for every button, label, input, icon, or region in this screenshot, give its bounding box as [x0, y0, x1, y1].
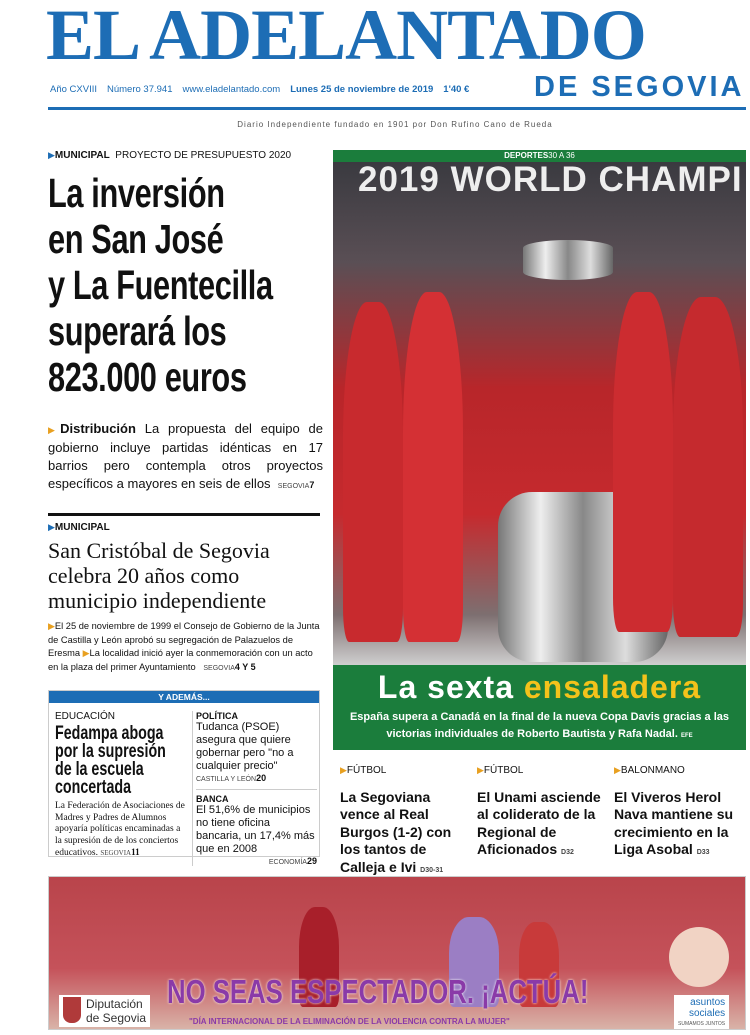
issue-info	[50, 84, 469, 96]
lead-headline[interactable]	[48, 170, 333, 400]
second-text1: El 25 de noviembre de 1999 el Consejo de Gobierno de la Junta de Castilla y León aprobó su segregación de Palazuelos de Eresma	[48, 621, 320, 658]
item-section: EDUCACIÓN	[55, 711, 116, 722]
photo-banner: 2019 WORLD CHAMPI	[358, 162, 743, 199]
lead-kicker	[48, 150, 291, 161]
tagline: Diario Independiente fundado en 1901 por Don Rufino Cano de Rueda	[237, 120, 553, 129]
story-headline: El Unami asciende al coliderato de la Regional de Aficionados	[477, 788, 601, 857]
ad-subtitle: "DÍA INTERNACIONAL DE LA ELIMINACIÓN DE LA VIOLENCIA CONTRA LA MUJER"	[189, 1017, 510, 1026]
second-section: MUNICIPAL	[54, 522, 110, 533]
page-ref: D32	[561, 849, 574, 856]
second-kicker	[48, 522, 110, 533]
item-headline: Tudanca (PSOE) asegura que quiere gobernar pero "no a cualquier precio"	[196, 721, 294, 772]
player	[673, 297, 743, 637]
lead-summary	[48, 420, 323, 496]
sports-headline-box[interactable]	[333, 665, 746, 750]
ademas-right	[192, 711, 317, 866]
issue-date: Lunes 25 de noviembre de 2019	[290, 84, 434, 95]
page-ref: SEGOVIA4 Y 5	[203, 661, 256, 672]
second-text2: La localidad inició ayer la conmemoración con un acto en la plaza del primer Ayuntamiento	[48, 648, 313, 672]
story-section: FÚTBOL	[346, 765, 387, 776]
headline-line: 823.000 euros	[48, 354, 247, 400]
ademas-title: Y ADEMÁS...	[49, 691, 319, 703]
page-ref: D33	[696, 849, 710, 856]
asuntos-sociales-logo: asuntos sociales SUMAMOS JUNTOS	[674, 995, 729, 1030]
sports-story[interactable]: ▶FÚTBOL El Unami asciende al coliderato de la Regional de Aficionados D32	[477, 765, 601, 857]
advertisement-banner[interactable]	[48, 876, 746, 1030]
sports-pages: 30 A 36	[548, 151, 575, 160]
masthead-subtitle: DE SEGOVIA	[534, 71, 745, 103]
ademas-item[interactable]	[196, 711, 317, 783]
lead-topic: PROYECTO DE PRESUPUESTO 2020	[115, 150, 292, 161]
section-divider	[48, 513, 320, 516]
item-headline: El 51,6% de municipios no tiene oficina bancaria, un 17,4% más que en 2008	[196, 804, 315, 855]
story-headline: La Segoviana vence al Real Burgos (1-2) con los tantos de Calleja e Ivi	[340, 788, 452, 875]
illustrated-figure	[669, 927, 729, 987]
item-section: POLÍTICA	[196, 711, 238, 721]
item-headline: Fedampa aboga por la supresión de la escuela concertada	[55, 723, 166, 798]
issue-year: Año CXVIII	[50, 84, 97, 95]
story-headline: El Viveros Herol Nava mantiene su crecimiento en la Liga Asobal	[614, 788, 734, 857]
player	[613, 292, 673, 632]
ademas-box	[48, 690, 320, 866]
second-summary: ▶El 25 de noviembre de 1999 el Consejo de Gobierno de la Junta de Castilla y León aprobó su segregación de Palazuelos de Eresma ▶La localidad inició ayer la conmemoración con un acto en la plaza del primer Ayuntamiento SEGOVIA4 Y 5	[48, 621, 320, 672]
item-text: La Federación de Asociaciones de Madres y Padres de Alumnos apoyaría políticas encaminadas a la supresión de de los conciertos educativos. SEGOVIA11	[55, 801, 185, 858]
sports-headline: La sexta ensaladera	[377, 669, 702, 705]
page-ref: ECONOMÍA29	[268, 856, 317, 866]
ademas-item[interactable]	[55, 711, 185, 860]
coat-of-arms-icon	[63, 997, 81, 1023]
ademas-item[interactable]	[196, 789, 317, 866]
page-ref: SEGOVIA7	[277, 480, 315, 490]
page-ref: CASTILLA Y LEÓN20	[196, 773, 267, 783]
story-section: FÚTBOL	[483, 765, 524, 776]
masthead-title: EL ADELANTADO	[46, 0, 646, 75]
sports-story[interactable]: ▶FÚTBOL La Segoviana vence al Real Burgos (1-2) con los tantos de Calleja e Ivi D30-31	[340, 765, 452, 875]
price: 1'40 €	[443, 84, 470, 95]
lead-label: Distribución	[60, 421, 136, 436]
diputacion-logo: Diputación de Segovia	[59, 995, 150, 1027]
second-headline[interactable]: San Cristóbal de Segovia celebra 20 años como municipio independiente	[48, 538, 270, 613]
headline-line: en San José	[48, 216, 224, 262]
triangle-icon: ▶	[48, 522, 55, 532]
lead-text: La propuesta del equipo de gobierno incluye partidas idénticas en 17 barrios pero contempla otros proyectos específicos a mayores en seis de ellos	[48, 421, 323, 491]
sports-bar	[333, 150, 746, 162]
website: www.eladelantado.com	[182, 84, 281, 95]
masthead-rule	[48, 107, 746, 110]
triangle-icon: ▶	[48, 425, 61, 435]
triangle-icon: ▶	[48, 150, 55, 160]
ad-slogan: NO SEAS ESPECTADOR. ¡ACTÚA!	[167, 973, 589, 1010]
photo-credit: EFE	[680, 733, 693, 739]
issue-number: Número 37.941	[107, 84, 173, 95]
sports-story[interactable]: ▶BALONMANO El Viveros Herol Nava mantiene su crecimiento en la Liga Asobal D33	[614, 765, 734, 857]
headline-line: La inversión	[48, 170, 225, 216]
player	[343, 302, 403, 642]
headline-line: superará los	[48, 308, 227, 354]
sports-subhead: España supera a Canadá en la final de la nueva Copa Davis gracias a las victorias individuales de Roberto Bautista y Rafa Nadal. EFE	[349, 711, 730, 740]
sports-label: DEPORTES	[504, 151, 549, 160]
headline-line: y La Fuentecilla	[48, 262, 273, 308]
story-section: BALONMANO	[620, 765, 685, 776]
item-section: BANCA	[196, 794, 229, 804]
page-ref: D30-31	[420, 866, 444, 874]
trophy-bowl	[523, 240, 613, 280]
player	[403, 292, 463, 642]
team-photo[interactable]	[333, 162, 746, 665]
lead-section: MUNICIPAL	[54, 150, 110, 161]
